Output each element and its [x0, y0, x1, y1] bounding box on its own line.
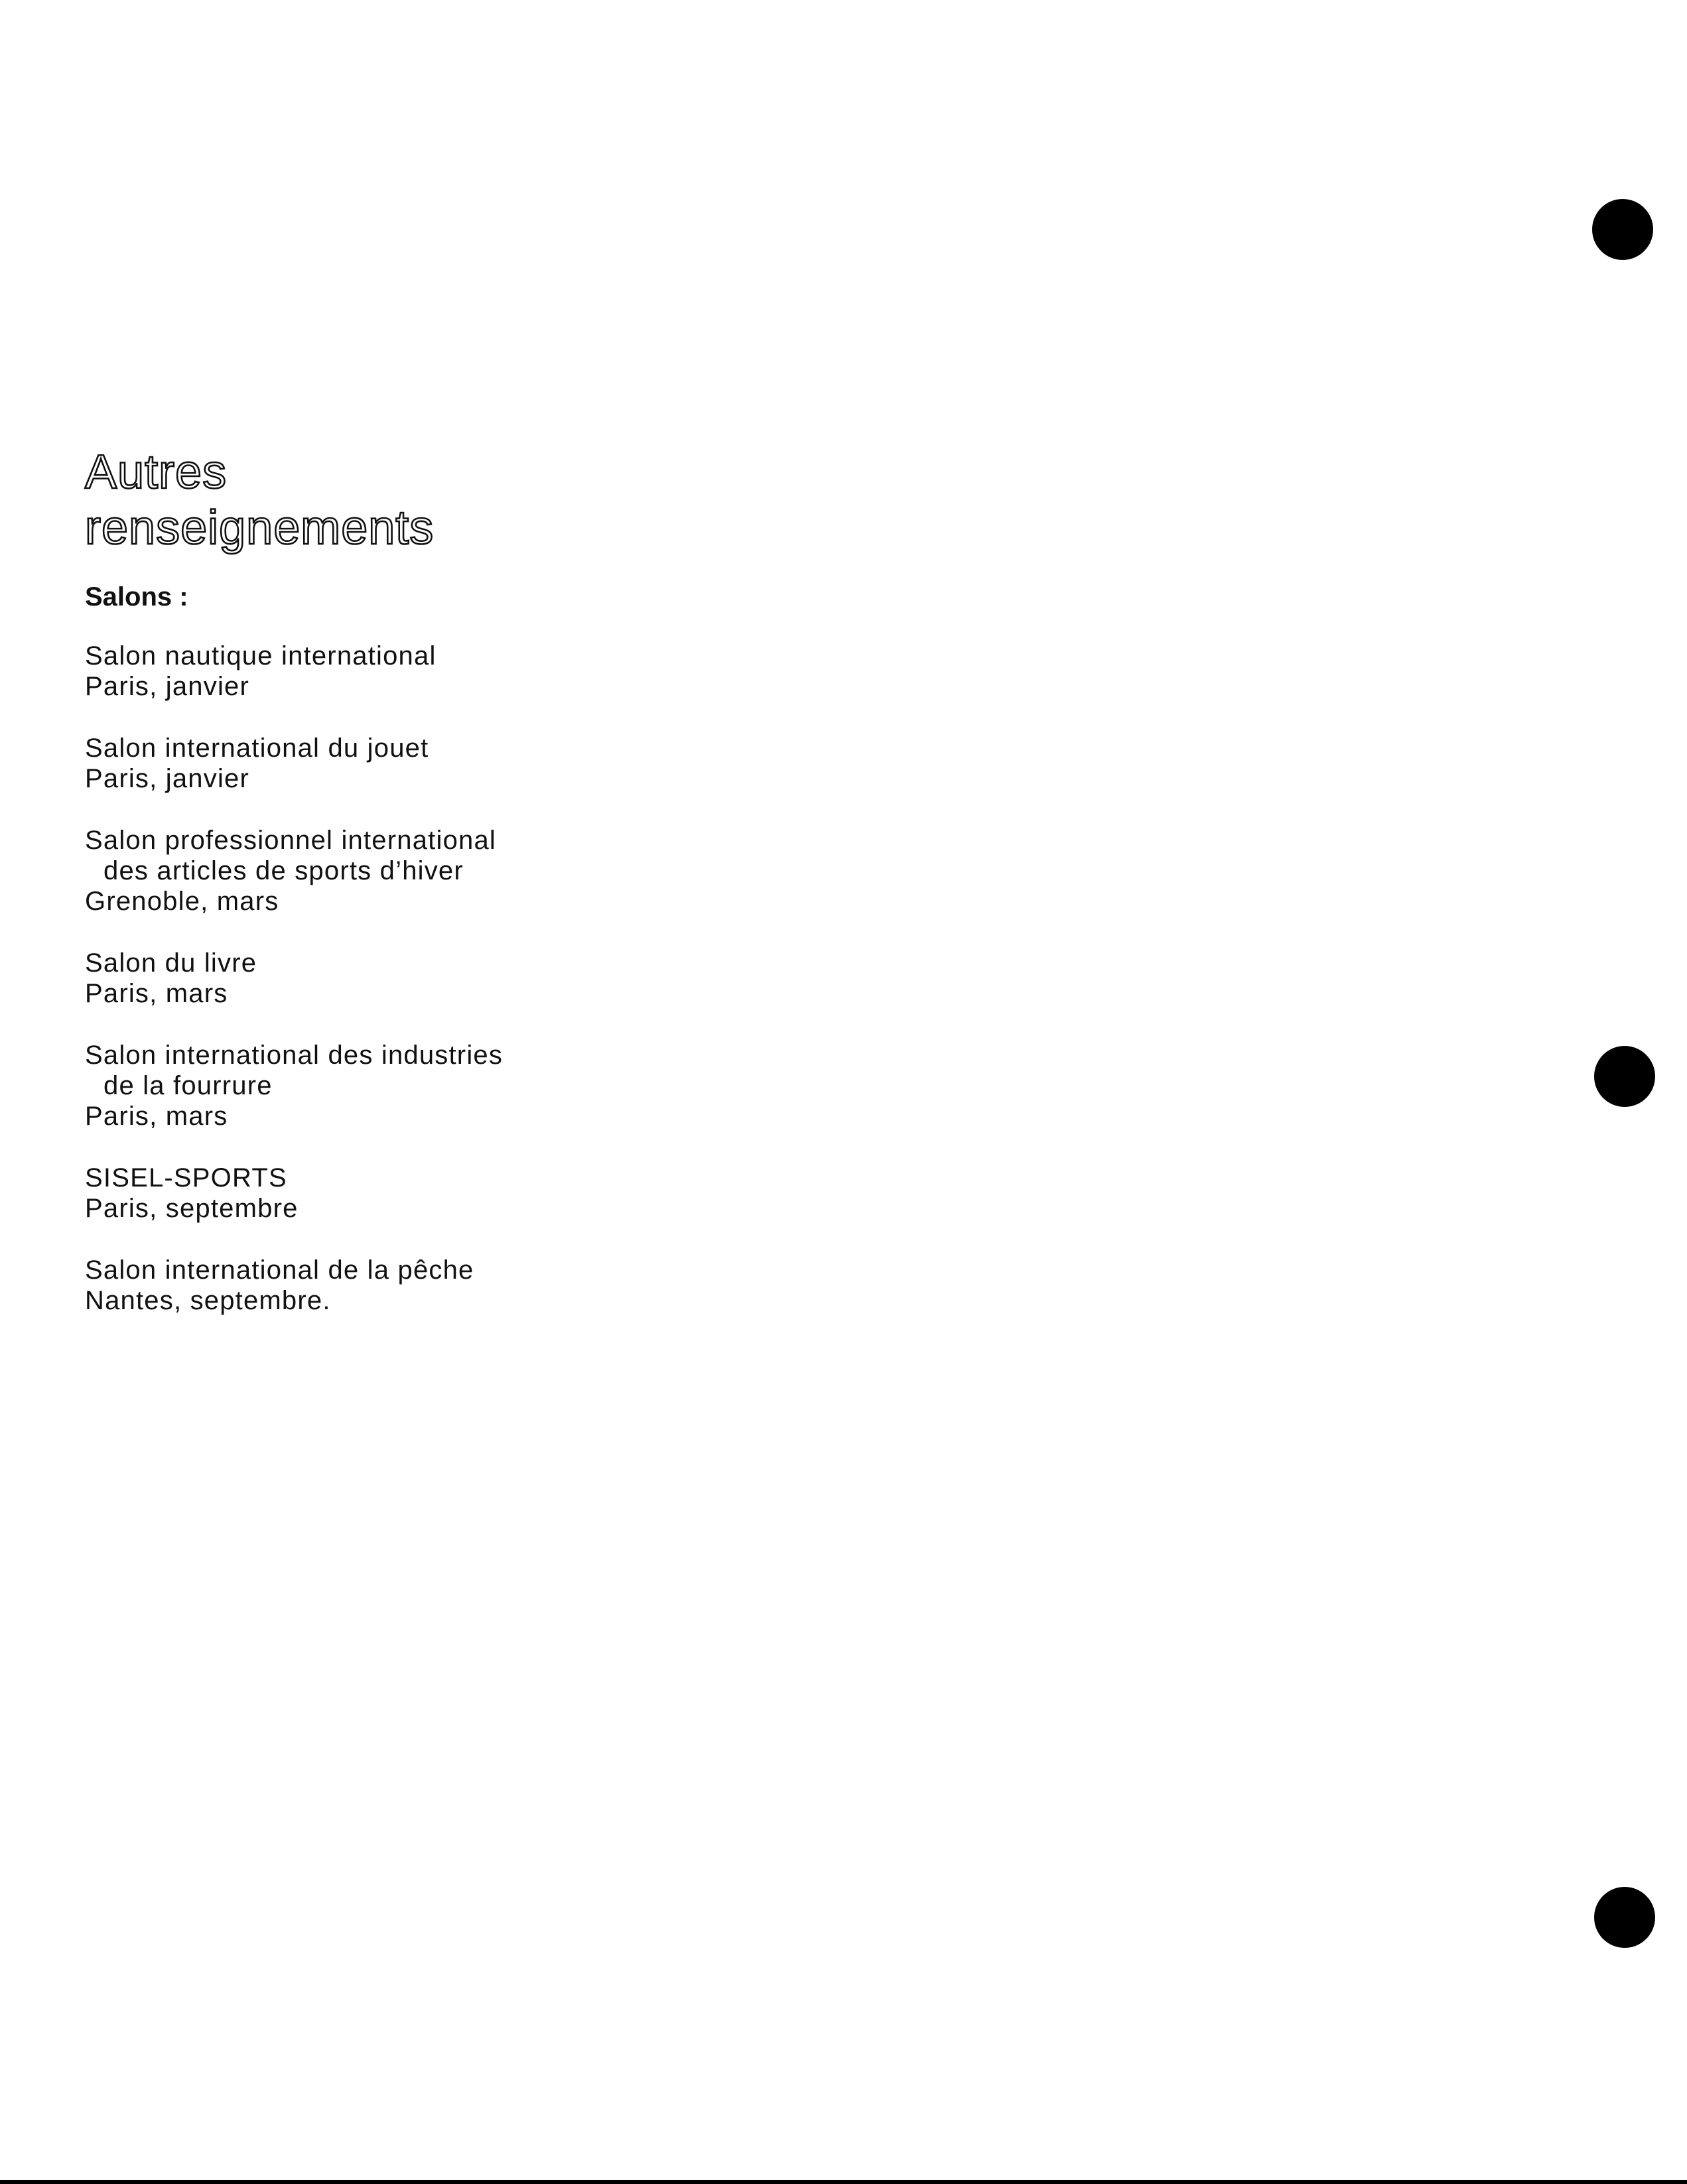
salon-entry-jouet	[85, 733, 503, 794]
salon-entry-livre	[85, 948, 503, 1009]
salon-location: Paris, septembre	[85, 1194, 299, 1223]
salon-entry-nautique	[85, 641, 503, 702]
salon-entry-peche	[85, 1255, 503, 1316]
salon-location: Grenoble, mars	[85, 887, 279, 916]
salon-name-continued: des articles de sports d’hiver	[103, 856, 464, 885]
heading-line-1: Autres	[85, 446, 228, 499]
salon-name: Salon international de la pêche	[85, 1255, 474, 1285]
salon-location: Nantes, septembre.	[85, 1286, 331, 1315]
salon-list	[85, 641, 503, 1347]
salon-location: Paris, mars	[85, 979, 228, 1008]
page-heading	[85, 444, 434, 556]
salon-name: SISEL-SPORTS	[85, 1163, 287, 1192]
heading-line-2: renseignements	[85, 501, 435, 554]
salon-name: Salon international des industries	[85, 1041, 504, 1070]
salon-name: Salon international du jouet	[85, 734, 429, 763]
salon-name: Salon nautique international	[85, 641, 437, 671]
salon-entry-sports-hiver	[85, 825, 503, 917]
salon-name: Salon professionnel international	[85, 826, 496, 855]
salon-name: Salon du livre	[85, 948, 257, 978]
punch-hole-top	[1592, 199, 1653, 260]
page-bottom-edge	[0, 2180, 1687, 2184]
salon-location: Paris, janvier	[85, 672, 249, 701]
punch-hole-middle	[1594, 1046, 1655, 1107]
salon-location: Paris, mars	[85, 1102, 228, 1131]
salon-entry-fourrure	[85, 1040, 503, 1131]
salon-location: Paris, janvier	[85, 764, 249, 793]
salons-label: Salons :	[85, 582, 188, 611]
punch-hole-bottom	[1594, 1887, 1655, 1948]
salon-name-continued: de la fourrure	[103, 1071, 273, 1100]
salon-entry-sisel-sports	[85, 1163, 503, 1224]
